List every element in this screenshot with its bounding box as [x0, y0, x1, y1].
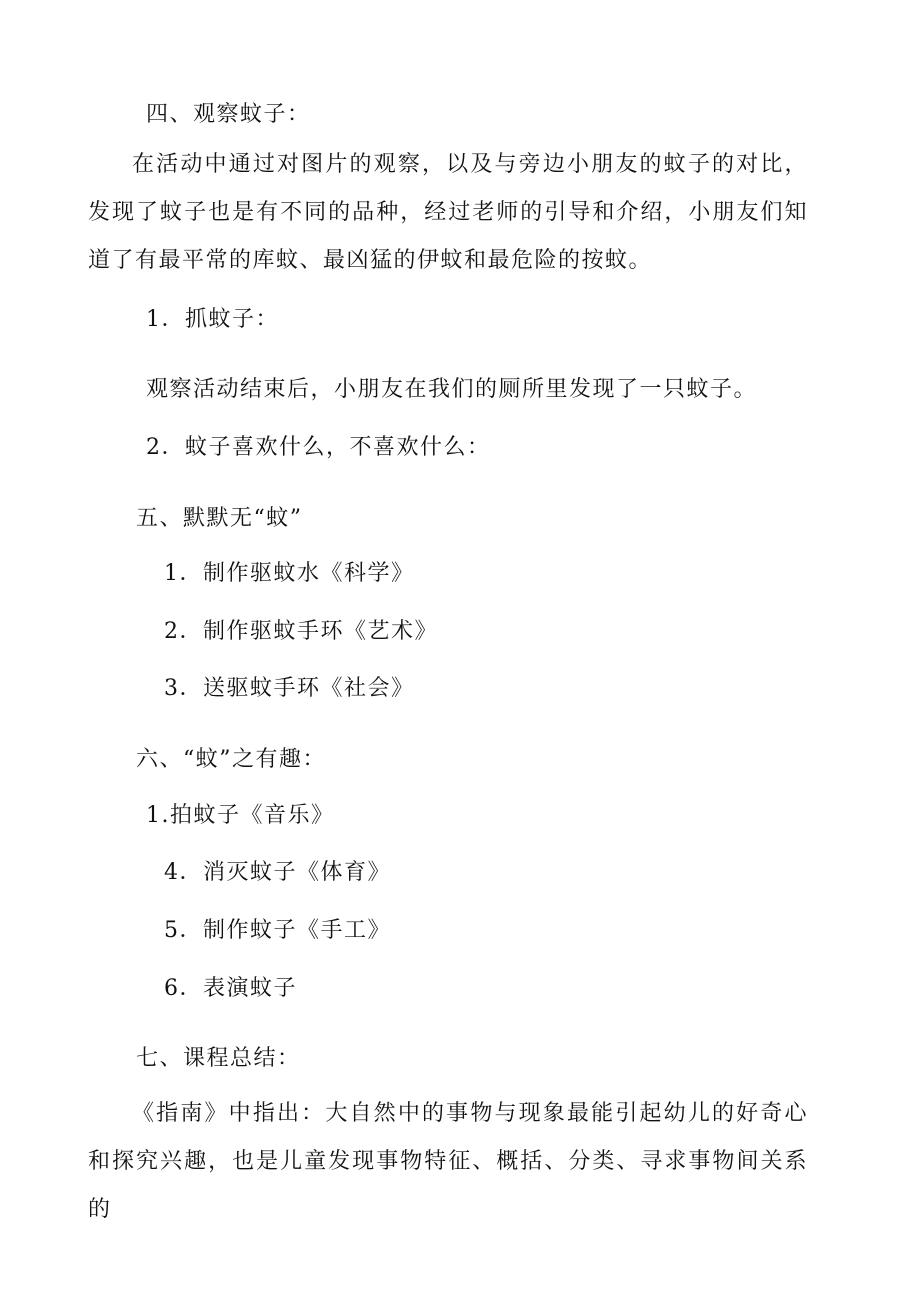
- section-4-item-1: 1．抓蚊子：: [146, 307, 279, 332]
- section-7-paragraph: 《指南》中指出：大自然中的事物与现象最能引起幼儿的好奇心和探究兴趣，也是儿童发现事物特征、概括、分类、寻求事物间关系的: [88, 1101, 808, 1222]
- section-5-item-2: 2．制作驱蚊手环《艺术》: [164, 619, 438, 644]
- section-4-heading: 四、观察蚊子：: [146, 102, 311, 127]
- section-5-item-1: 1．制作驱蚊水《科学》: [164, 561, 415, 586]
- section-4-item-2: 2．蚊子喜欢什么，不喜欢什么：: [146, 435, 491, 460]
- section-6-heading: 六、“蚊”之有趣：: [136, 747, 326, 772]
- section-7-heading: 七、课程总结：: [136, 1046, 301, 1071]
- section-6-item-1: 1.拍蚊子《音乐》: [146, 803, 335, 828]
- section-6-item-4: 4．消灭蚊子《体育》: [164, 860, 391, 885]
- section-6-item-5: 5．制作蚊子《手工》: [164, 918, 391, 943]
- section-4-paragraph: 在活动中通过对图片的观察，以及与旁边小朋友的蚊子的对比，发现了蚊子也是有不同的品种，经过老师的引导和介绍，小朋友们知道了有最平常的库蚊、最凶猛的伊蚊和最危险的按蚊。: [88, 152, 808, 273]
- section-6-item-6: 6．表演蚊子: [164, 976, 297, 1001]
- section-5-heading: 五、默默无“蚊”: [136, 506, 303, 531]
- section-5-item-3: 3．送驱蚊手环《社会》: [164, 676, 415, 701]
- section-4-item-1-text: 观察活动结束后，小朋友在我们的厕所里发现了一只蚊子。: [146, 377, 758, 402]
